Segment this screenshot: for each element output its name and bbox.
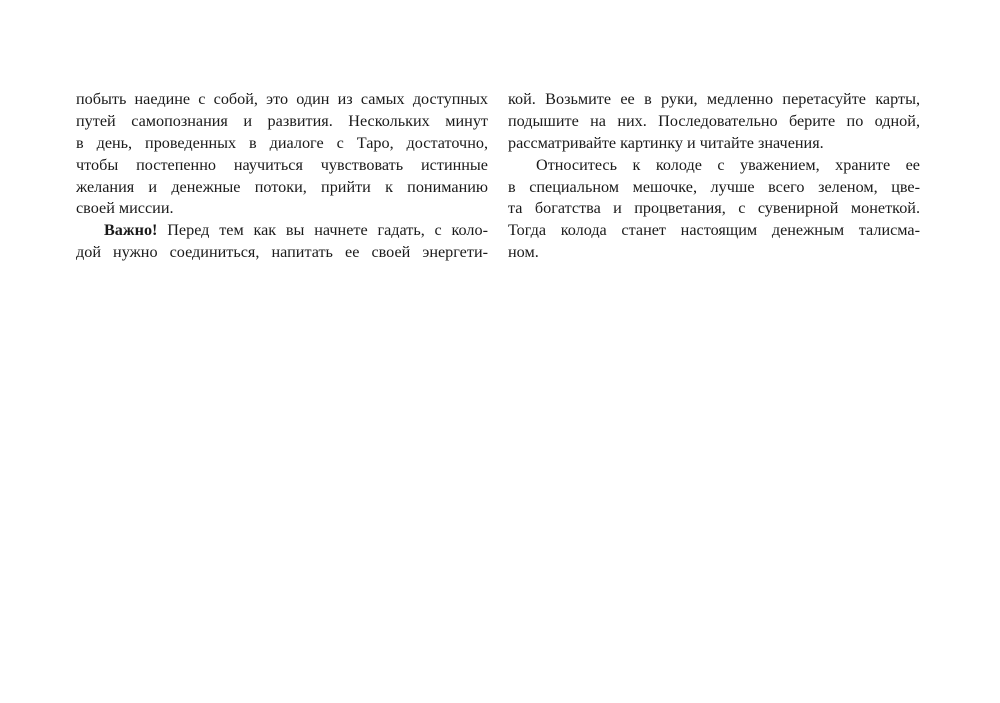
- text-line: кой. Возьмите ее в руки, медленно перетасуйте карты,: [508, 90, 920, 108]
- text-line: Тогда колода станет настоящим денежным талисма-: [508, 221, 920, 240]
- left-column: [76, 89, 488, 264]
- important-label: Важно!: [104, 221, 158, 240]
- text-line: в специальном мешочке, лучше всего зеленом, цве-: [508, 177, 920, 196]
- text-line: своей миссии.: [76, 199, 174, 218]
- text-line: в день, проведенных в диалоге с Таро, достаточно,: [76, 133, 488, 152]
- text-line: побыть наедине с собой, это один из самых доступных: [76, 90, 488, 108]
- paragraph-start-line: [76, 220, 488, 242]
- right-column: [508, 89, 920, 264]
- text-line: рассматривайте картинку и читайте значения.: [508, 133, 824, 152]
- text-fragment: Перед тем как вы начнете гадать, с коло-: [157, 221, 488, 240]
- text-line: Относитесь к колоде с уважением, храните ее: [536, 155, 920, 174]
- text-line: дой нужно соединиться, напитать ее своей энергети-: [76, 243, 488, 262]
- text-line: та богатства и процветания, с сувенирной монеткой.: [508, 199, 920, 218]
- text-line: ном.: [508, 243, 539, 262]
- text-line: чтобы постепенно научиться чувствовать истинные: [76, 155, 488, 174]
- text-line: путей самопознания и развития. Нескольких минут: [76, 111, 488, 130]
- text-line: желания и денежные потоки, прийти к пониманию: [76, 177, 488, 196]
- text-line: подышите на них. Последовательно берите по одной,: [508, 111, 920, 130]
